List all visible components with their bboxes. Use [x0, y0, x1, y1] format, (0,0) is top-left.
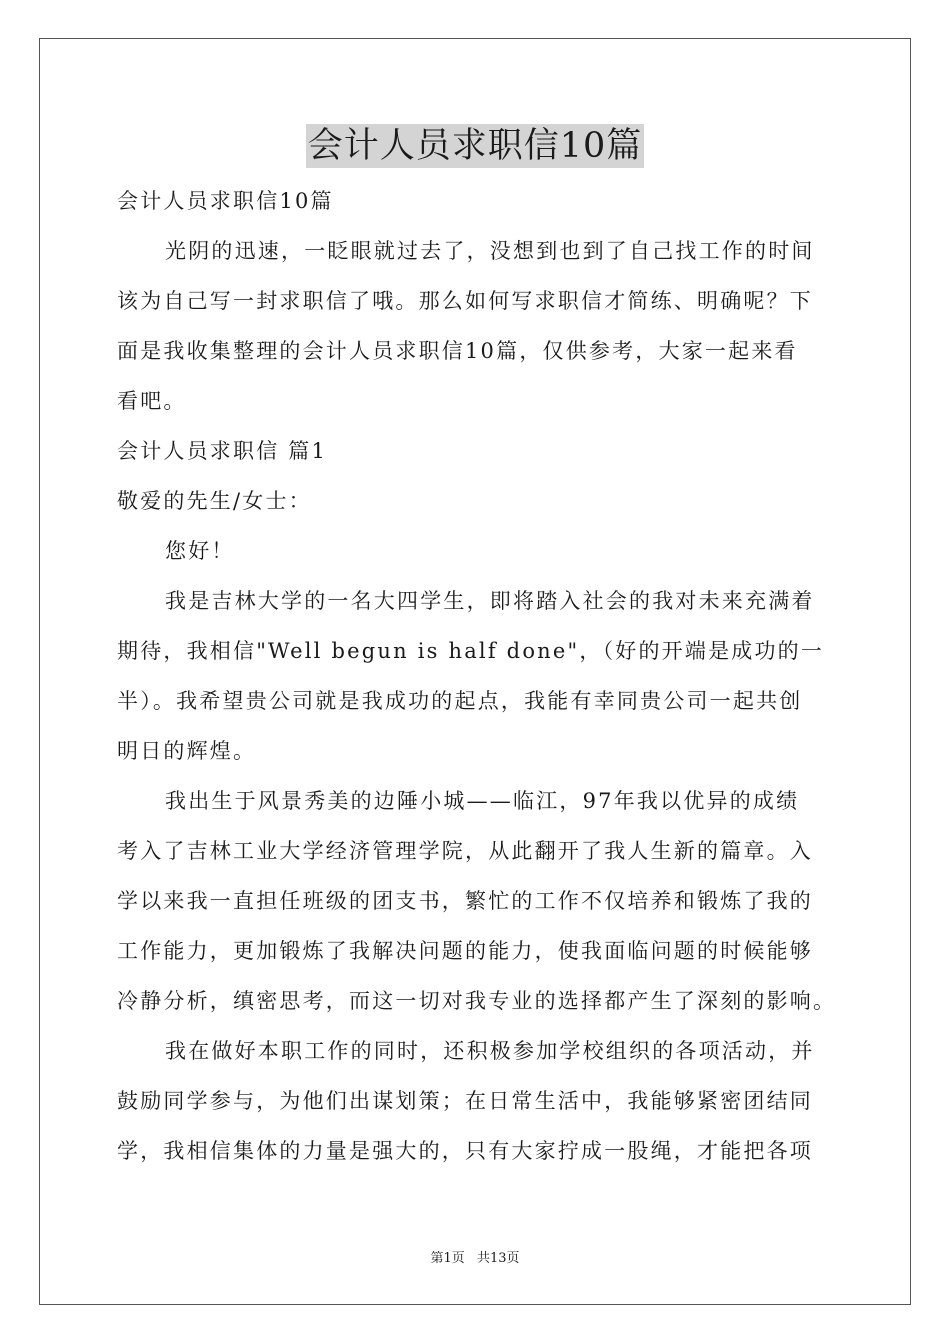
text-line: 学，我相信集体的力量是强大的，只有大家拧成一股绳，才能把各项: [117, 1139, 813, 1163]
text-line: 半）。我希望贵公司就是我成功的起点，我能有幸同贵公司一起共创: [117, 689, 803, 713]
text-line: 看吧。: [117, 389, 187, 413]
page-number: 第1页: [430, 1251, 465, 1266]
text-line: 我是吉林大学的一名大四学生，即将踏入社会的我对未来充满着: [165, 589, 815, 613]
text-line: 您好！: [165, 539, 235, 563]
page-total: 共13页: [476, 1251, 520, 1266]
text-line: 敬爱的先生/女士：: [117, 489, 312, 513]
text-line: 会计人员求职信10篇: [117, 189, 334, 213]
document-body: [117, 176, 837, 1176]
text-line: 光阴的迅速，一眨眼就过去了，没想到也到了自己找工作的时间: [165, 239, 815, 263]
text-line: 会计人员求职信 篇1: [117, 439, 328, 463]
text-line: 我在做好本职工作的同时，还积极参加学校组织的各项活动，并: [165, 1039, 815, 1063]
page-footer: [0, 1247, 950, 1266]
text-line: 面是我收集整理的会计人员求职信10篇，仅供参考，大家一起来看: [117, 339, 798, 363]
text-line: 我出生于风景秀美的边陲小城——临江，97年我以优异的成绩: [165, 789, 800, 813]
text-line: 冷静分析，缜密思考，而这一切对我专业的选择都产生了深刻的影响。: [117, 989, 837, 1013]
text-line: 明日的辉煌。: [117, 739, 257, 763]
text-line: 学以来我一直担任班级的团支书，繁忙的工作不仅培养和锻炼了我的: [117, 889, 813, 913]
text-line: 期待，我相信"Well begun is half done"，（好的开端是成功的一: [117, 639, 825, 663]
text-line: 鼓励同学参与，为他们出谋划策；在日常生活中，我能够紧密团结同: [117, 1089, 813, 1113]
document-title: 会计人员求职信10篇: [307, 126, 643, 166]
text-line: 该为自己写一封求职信了哦。那么如何写求职信才简练、明确呢？下: [117, 289, 813, 313]
title-wrap: [0, 124, 950, 168]
text-line: 工作能力，更加锻炼了我解决问题的能力，使我面临问题的时候能够: [117, 939, 813, 963]
text-line: 考入了吉林工业大学经济管理学院，从此翻开了我人生新的篇章。入: [117, 839, 813, 863]
